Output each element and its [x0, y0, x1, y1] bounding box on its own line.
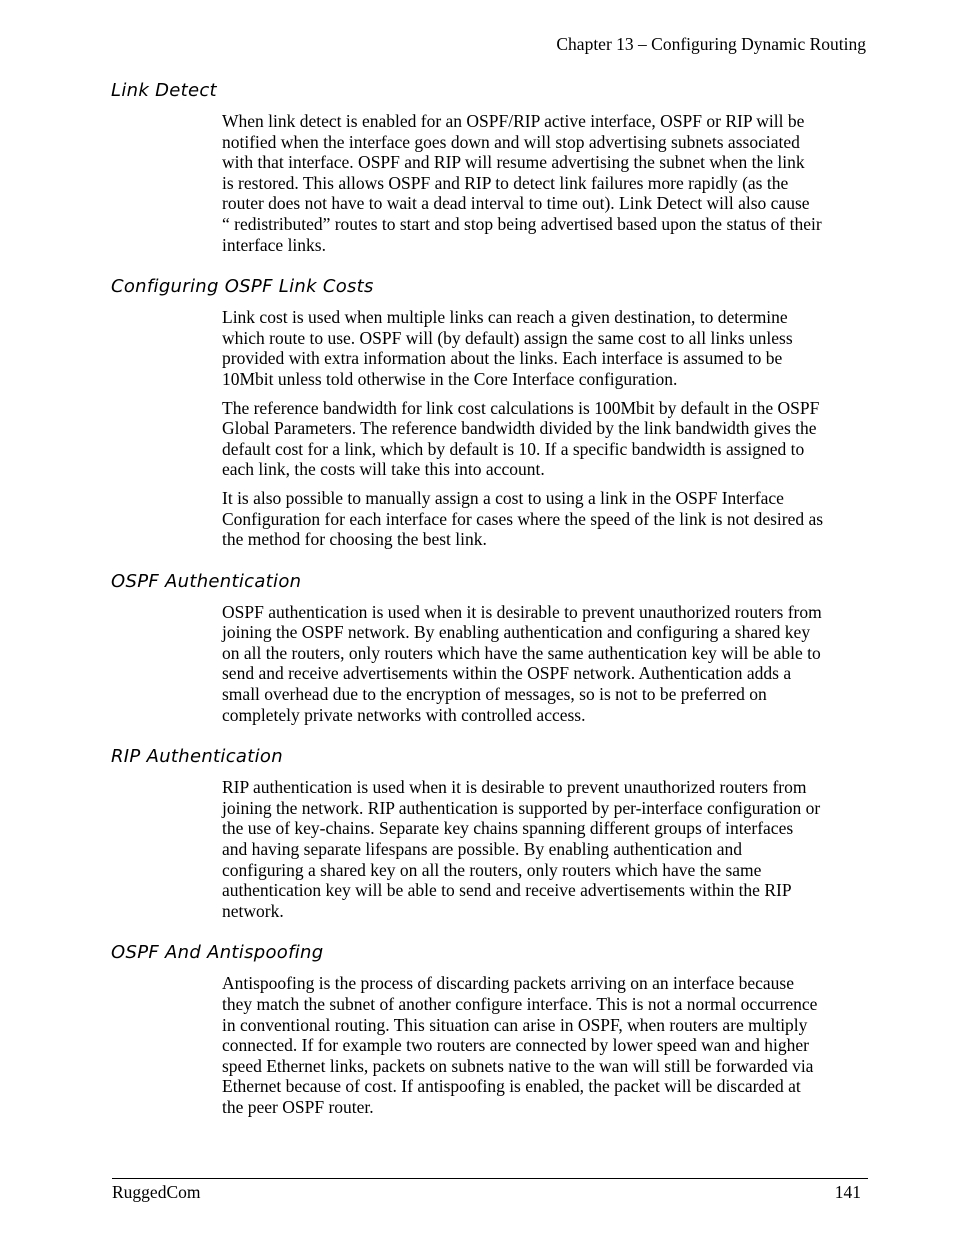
text-line: on all the routers, only routers which have the same authentication key will be able to [222, 642, 821, 663]
text-line: It is also possible to manually assign a cost to using a link in the OSPF Interface [222, 487, 784, 508]
text-line: which route to use. OSPF will (by default) assign the same cost to all links unless [222, 327, 793, 348]
text-line: notified when the interface goes down and will stop advertising subnets associated [222, 131, 800, 152]
footer-divider [112, 1178, 868, 1179]
text-line: “ redistributed” routes to start and stop being advertised based upon the status of their [222, 213, 822, 234]
section-ospf-link-costs [0, 274, 954, 550]
text-line: The reference bandwidth for link cost calculations is 100Mbit by default in the OSPF [222, 397, 820, 418]
text-line: Link cost is used when multiple links can reach a given destination, to determine [222, 307, 788, 328]
text-line: default cost for a link, which by default is 10. If a specific bandwidth is assigned to [222, 438, 805, 459]
paragraph [222, 488, 870, 550]
text-line: connected. If for example two routers are connected by lower speed wan and higher [222, 1035, 809, 1056]
text-line: send and receive advertisements within the OSPF network. Authentication adds a [222, 663, 792, 684]
paragraph [222, 111, 870, 255]
text-line: configuring a shared key on all the routers, only routers which have the same [222, 859, 762, 880]
text-line: small overhead due to the encryption of messages, so is not to be preferred on [222, 684, 767, 705]
text-line: speed Ethernet links, packets on subnets native to the wan will still be forwarded via [222, 1055, 814, 1076]
section-rip-authentication [0, 744, 954, 921]
text-line: Antispoofing is the process of discarding packets arriving on an interface because [222, 973, 794, 994]
section-heading: OSPF Authentication [111, 570, 302, 592]
text-line: each link, the costs will take this into account. [222, 459, 545, 480]
text-line: the peer OSPF router. [222, 1096, 374, 1117]
page-content [0, 78, 954, 1126]
section-link-detect [0, 78, 954, 255]
text-line: is restored. This allows OSPF and RIP to detect link failures more rapidly (as the [222, 172, 789, 193]
text-line: OSPF authentication is used when it is desirable to prevent unauthorized routers from [222, 601, 822, 622]
text-line: router does not have to wait a dead interval to time out). Link Detect will also cause [222, 193, 810, 214]
text-line: completely private networks with controlled access. [222, 704, 586, 725]
text-line: network. [222, 900, 284, 921]
text-line: interface links. [222, 234, 326, 255]
section-ospf-antispoofing [0, 940, 954, 1117]
text-line: When link detect is enabled for an OSPF/RIP active interface, OSPF or RIP will be [222, 111, 805, 131]
footer-company: RuggedCom [112, 1182, 201, 1202]
page-number: 141 [834, 1182, 861, 1202]
paragraph [222, 777, 870, 921]
text-line: joining the OSPF network. By enabling authentication and configuring a shared key [222, 622, 811, 643]
text-line: Configuration for each interface for cases where the speed of the link is not desired as [222, 508, 824, 529]
section-heading: OSPF And Antispoofing [111, 942, 324, 964]
section-ospf-authentication [0, 569, 954, 726]
text-line: provided with extra information about the links. Each interface is assumed to be [222, 348, 783, 369]
text-line: RIP authentication is used when it is desirable to prevent unauthorized routers from [222, 777, 807, 798]
paragraph [222, 307, 870, 389]
section-heading: Link Detect [111, 80, 217, 101]
section-heading: RIP Authentication [111, 746, 283, 768]
text-line: the method for choosing the best link. [222, 529, 487, 550]
text-line: the use of key-chains. Separate key chains spanning different groups of interfaces [222, 818, 794, 839]
text-line: in conventional routing. This situation can arise in OSPF, when routers are multiply [222, 1014, 808, 1035]
text-line: 10Mbit unless told otherwise in the Core Interface configuration. [222, 368, 678, 389]
text-line: they match the subnet of another configure interface. This is not a normal occurrence [222, 994, 818, 1014]
text-line: Ethernet because of cost. If antispoofing is enabled, the packet will be discarded at [222, 1076, 801, 1097]
paragraph [222, 398, 870, 480]
text-line: Global Parameters. The reference bandwidth divided by the link bandwidth gives the [222, 418, 817, 439]
paragraph [222, 602, 870, 726]
section-heading: Configuring OSPF Link Costs [111, 276, 374, 298]
text-line: with that interface. OSPF and RIP will resume advertising the subnet when the link [222, 152, 805, 173]
paragraph [222, 973, 870, 1117]
text-line: and having separate lifespans are possible. By enabling authentication and [222, 839, 742, 860]
text-line: joining the network. RIP authentication is supported by per-interface configuration or [222, 797, 821, 818]
running-header: Chapter 13 – Configuring Dynamic Routing [556, 34, 866, 54]
text-line: authentication key will be able to send and receive advertisements within the RIP [222, 880, 792, 901]
